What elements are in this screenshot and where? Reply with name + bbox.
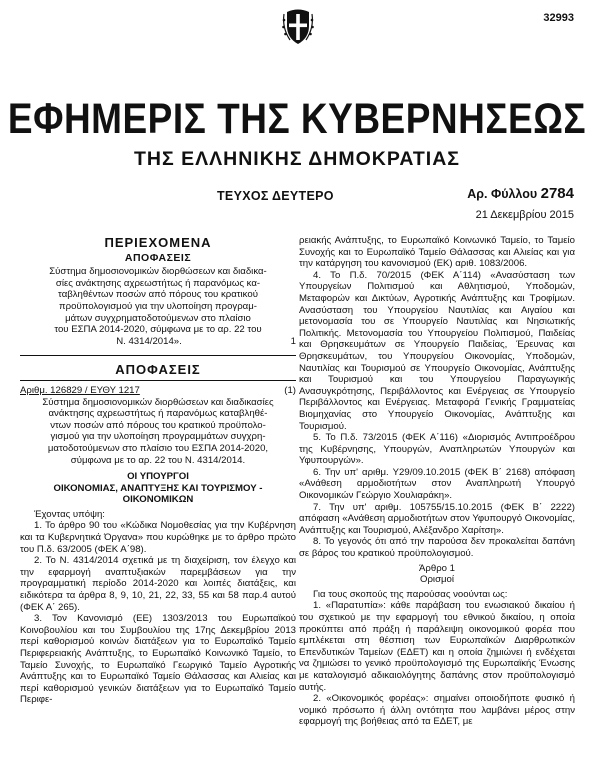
recital-paragraph: 5. Το Π.δ. 73/2015 (ΦΕΚ Α΄116) «Διορισμός Αντιπροέδρου της Κυβέρνησης, Υπουργών, Αναπληρωτών Υπουργών και Υφυπουργών».	[299, 432, 575, 467]
section-divider	[20, 355, 296, 356]
ministers-line: ΟΙΚΟΝΟΜΙΚΩΝ	[122, 494, 194, 506]
recital-paragraph: ρειακής Ανάπτυξης, το Ευρωπαϊκό Κοινωνικό Ταμείο, το Ταμείο Συνοχής και το Ευρωπαϊκό Ταμείο Θάλασσας και Αλιείας και για την κατάργηση του κανονισμού (ΕΚ) αριθ. 1083/2006.	[299, 235, 575, 270]
having-regard: Έχοντας υπόψη:	[34, 508, 105, 520]
issue-date: 21 Δεκεμβρίου 2015	[475, 209, 574, 221]
toc-line: Σύστημα δημοσιονομικών διορθώσεων και διαδικα-	[49, 266, 267, 278]
sheet-number	[467, 185, 574, 202]
article-number: Άρθρο 1	[419, 562, 455, 574]
article-paragraph: 1. «Παρατυπία»: κάθε παράβαση του ενωσιακού δικαίου ή του σχετικού με την εφαρμογή του εθνικού δικαίου, η οποία προκύπτει από πράξη ή παράλειψη οικονομικού φορέα που εμπλέκεται στη θέσπιση των Ευρωπαϊκών Διαρθρωτικών Επενδυτικών Ταμείων (ΕΔΕΤ) και η οποία ζημιώνει ή ενδέχεται να ζημιώσει το γενικό προϋπολογισμό της Ευρωπαϊκής Ένωσης με καταλογισμό αδικαιολόγητης δαπάνης στον προϋπολογισμό αυτής.	[299, 600, 575, 693]
toc-last-row	[20, 336, 296, 348]
right-column	[299, 235, 575, 728]
decision-ref-index: (1)	[284, 384, 296, 396]
decision-reference	[20, 385, 296, 397]
recital-paragraph: 8. Το γεγονός ότι από την παρούσα δεν προκαλείται δαπάνη σε βάρος του κρατικού προϋπολογισμού.	[299, 536, 575, 560]
contents-heading: ΠΕΡΙΕΧΟΜΕΝΑ	[104, 235, 212, 250]
toc-line: του ΕΣΠΑ 2014-2020, σύμφωνα με το αρ. 22 του	[54, 324, 262, 336]
gazette-title: ΕΦΗΜΕΡΙΣ ΤΗΣ ΚΥΒΕΡΝΗΣΕΩΣ	[7, 94, 587, 142]
contents-subheading: ΑΠΟΦΑΣΕΙΣ	[124, 251, 192, 264]
page-number: 32993	[543, 12, 574, 24]
subject-line: ντων ποσών από πόρους του κρατικού προϋπολο-	[50, 419, 266, 431]
sheet-number-value: 2784	[540, 185, 574, 202]
toc-line: μάτων συγχρηματοδοτούμενων στο πλαίσιο	[65, 312, 251, 324]
coat-of-arms-icon	[281, 6, 315, 46]
decision-ref-number: Αριθμ. 126829 / ΕΥΘΥ 1217	[20, 384, 140, 396]
recital-paragraph: 1. Το άρθρο 90 του «Κώδικα Νομοθεσίας για την Κυβέρνηση και τα Κυβερνητικά Όργανα» που κυρώθηκε με το άρθρο πρώτο του Π.δ. 63/2005 (ΦΕΚ Α΄98).	[20, 520, 296, 555]
issue-label: ΤΕΥΧΟΣ ΔΕΥΤΕΡΟ	[217, 189, 334, 203]
section-divider	[20, 380, 296, 381]
toc-line: προϋπολογισμού για την υλοποίηση προγραμ-	[59, 300, 257, 312]
article-title: Ορισμοί	[420, 574, 454, 586]
recital-paragraph: 2. Το Ν. 4314/2014 σχετικά με τη διαχείριση, τον έλεγχο και την εφαρμογή αναπτυξιακών παρεμβάσεων για την προγραμματική περίοδο 2014-2020 και λοιπές διατάξεις, και ειδικότερα τα άρθρα 8, 9, 10, 21, 22, 33, 55 και 58 παρ.4 αυτού (ΦΕΚ Α΄ 265).	[20, 555, 296, 613]
subject-line: σύμφωνα με το αρ. 22 του Ν. 4314/2014.	[70, 454, 246, 466]
toc-line: ταβληθέντων ποσών από πόρους του κρατικού	[58, 289, 258, 301]
ministers-line: ΟΙ ΥΠΟΥΡΓΟΙ	[127, 471, 189, 483]
subject-line: ματοδοτούμενων στο πλαίσιο του ΕΣΠΑ 2014-2020,	[47, 442, 269, 454]
article-paragraph: 2. «Οικονομικός φορέας»: σημαίνει οποιοδήποτε φυσικό ή νομικό πρόσωπο ή άλλη οντότητα που λαμβάνει μέρος στην εφαρμογή της βοήθειας από τα ΕΔΕΤ, με	[299, 693, 575, 728]
toc-page-number: 1	[290, 335, 296, 347]
recital-paragraph: 4. Το Π.δ. 70/2015 (ΦΕΚ Α΄114) «Ανασύσταση των Υπουργείων Πολιτισμού και Αθλητισμού, Υποδομών, Μεταφορών και Δικτύων, Αγροτικής Ανάπτυξης και Τροφίμων. Ανασύσταση του Υπουργείου Ναυτιλίας και Αιγαίου και μετονομασία του σε Υπουργείο Ναυτιλίας και Νησιωτικής Πολιτικής. Μετονομασία του Υπουργείου Πολιτισμού, Παιδείας και Θρησκευμάτων σε Υπουργείο Παιδείας, Έρευνας και Θρησκευμάτων, του Υπουργείου Οικονομίας, Υποδομών, Ναυτιλίας και Τουρισμού σε Υπουργείο Οικονομίας, Ανάπτυξης και Τουρισμού και του Υπουργείου Παραγωγικής Ανασυγκρότησης, Περιβάλλοντος και Ενέργειας σε Υπουργείο Περιβάλλοντος και Ενέργειας. Μεταφορά Γενικής Γραμματείας Βιομηχανίας στο Υπουργείο Οικονομίας, Ανάπτυξης και Τουρισμού.	[299, 269, 575, 432]
decisions-heading: ΑΠΟΦΑΣΕΙΣ	[115, 362, 201, 378]
recital-paragraph: 6. Την υπ' αριθμ. Υ29/09.10.2015 (ΦΕΚ Β΄ 2168) απόφαση «Ανάθεση αρμοδιοτήτων στον Αναπληρωτή Υπουργό Οικονομικών Γεώργιο Χουλιαράκη».	[299, 466, 575, 502]
toc-line: σίες ανάκτησης αχρεωστήτως ή παρανόμως κα-	[55, 277, 261, 289]
subject-line: Σύστημα δημοσιονομικών διορθώσεων και διαδικασίες	[42, 396, 274, 408]
recital-paragraph: 3. Τον Κανονισμό (ΕΕ) 1303/2013 του Ευρωπαϊκού Κοινοβουλίου και του Συμβουλίου της 17ης Δεκεμβρίου 2013 περί καθορισμού κοινών διατάξεων για το Ευρωπαϊκό Ταμείο Περιφερειακής Ανάπτυξης, το Ευρωπαϊκό Κοινωνικό Ταμείο, το Ταμείο Συνοχής, το Ευρωπαϊκό Γεωργικό Ταμείο Αγροτικής Ανάπτυξης και το Ευρωπαϊκό Ταμείο Θάλασσας και Αλιείας και περί καθορισμού γενικών διατάξεων για το Ευρωπαϊκό Ταμείο Περιφε-	[20, 613, 296, 706]
sheet-label: Αρ. Φύλλου	[467, 187, 538, 201]
toc-line: Ν. 4314/2014».	[116, 335, 182, 347]
recital-paragraph: 7. Την υπ' αριθμ. 105755/15.10.2015 (ΦΕΚ Β΄ 2222) απόφαση «Ανάθεση αρμοδιοτήτων στον Υφυπουργό Οικονομίας, Ανάπτυξης και Τουρισμού, Αλέξανδρο Χαρίτση».	[299, 501, 575, 536]
ministers-line: ΟΙΚΟΝΟΜΙΑΣ, ΑΝΑΠΤΥΞΗΣ ΚΑΙ ΤΟΥΡΙΣΜΟΥ -	[53, 482, 263, 494]
toc-entry[interactable]	[20, 266, 296, 347]
subject-line: γισμού για την υλοποίηση προγραμμάτων συγχρη-	[50, 431, 266, 443]
subject-line: ανάκτησης αχρεωστήτως ή παρανόμως καταβληθέ-	[48, 408, 268, 420]
left-column	[20, 237, 296, 706]
decision-subject	[20, 397, 296, 467]
article-paragraph: Για τους σκοπούς της παρούσας νοούνται ως:	[313, 588, 508, 600]
gazette-subtitle: ΤΗΣ ΕΛΛΗΝΙΚΗΣ ΔΗΜΟΚΡΑΤΙΑΣ	[133, 148, 460, 170]
issuing-ministers	[20, 471, 296, 506]
